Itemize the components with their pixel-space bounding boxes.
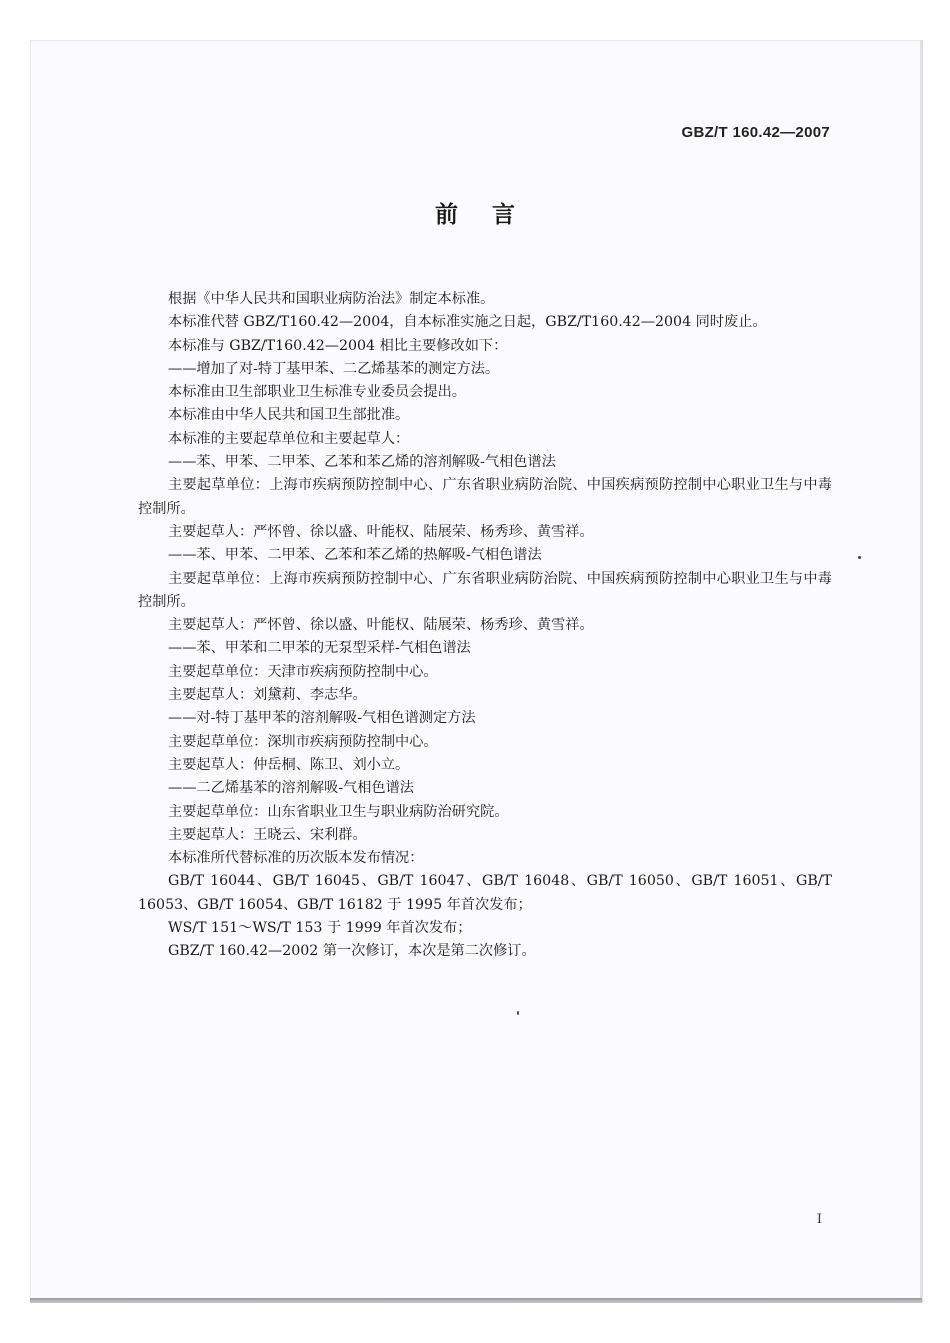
page-edge-bottom (30, 1298, 922, 1303)
paragraph-history-revisions: GBZ/T 160.42—2002 第一次修订，本次是第二次修订。 (168, 943, 536, 960)
paragraph-legal-basis: 根据《中华人民共和国职业病防治法》制定本标准。 (168, 291, 495, 307)
paragraph-method-4-drafters: 主要起草人：仲岳桐、陈卫、刘小立。 (168, 756, 410, 773)
foreword-body (138, 288, 832, 964)
paragraph-drafters-intro: 本标准的主要起草单位和主要起草人： (168, 430, 410, 447)
scan-speck (517, 1011, 519, 1015)
page-title: 前言 (435, 201, 549, 228)
paragraph-method-2-units: 主要起草单位：上海市疾病预防控制中心、广东省职业病防治院、中国疾病预防控制中心职业卫生与中毒控制所。 (138, 570, 832, 610)
paragraph-method-5-units: 主要起草单位：山东省职业卫生与职业病防治研究院。 (168, 803, 509, 820)
paragraph-method-1: ——苯、甲苯、二甲苯、乙苯和苯乙烯的溶剂解吸-气相色谱法 (168, 454, 556, 471)
paragraph-method-3-units: 主要起草单位：天津市疾病预防控制中心。 (168, 663, 438, 680)
standard-code: GBZ/T 160.42—2007 (681, 124, 830, 141)
paragraph-history-1995: GB/T 16044、GB/T 16045、GB/T 16047、GB/T 16048、GB/T 16050、GB/T 16051、GB/T 16053、GB/T 16054、GB/T 16182 于 1995 年首次发布； (138, 873, 832, 913)
paragraph-approved-by: 本标准由中华人民共和国卫生部批准。 (168, 407, 410, 424)
paragraph-proposed-by: 本标准由卫生部职业卫生标准专业委员会提出。 (168, 384, 466, 401)
paragraph-method-1-units: 主要起草单位：上海市疾病预防控制中心、广东省职业病防治院、中国疾病预防控制中心职业卫生与中毒控制所。 (138, 477, 832, 517)
paragraph-method-2-drafters: 主要起草人：严怀曾、徐以盛、叶能权、陆展荣、杨秀珍、黄雪祥。 (168, 617, 594, 634)
paragraph-method-5: ——二乙烯基苯的溶剂解吸-气相色谱法 (168, 780, 414, 797)
paragraph-change-item: ——增加了对-特丁基甲苯、二乙烯基苯的测定方法。 (168, 360, 500, 377)
paragraph-history-intro: 本标准所代替标准的历次版本发布情况： (168, 850, 424, 867)
page-number: I (816, 1212, 822, 1227)
paragraph-history-1999: WS/T 151～WS/T 153 于 1999 年首次发布； (168, 920, 472, 937)
paragraph-method-4: ——对-特丁基甲苯的溶剂解吸-气相色谱测定方法 (168, 710, 476, 727)
paragraph-method-5-drafters: 主要起草人：王晓云、宋利群。 (168, 826, 367, 843)
paragraph-method-2: ——苯、甲苯、二甲苯、乙苯和苯乙烯的热解吸-气相色谱法 (168, 547, 542, 564)
paragraph-changes-intro: 本标准与 GBZ/T160.42—2004 相比主要修改如下： (168, 337, 508, 354)
paragraph-method-3-drafters: 主要起草人：刘黛莉、李志华。 (168, 687, 367, 704)
scan-speck (858, 556, 861, 559)
paragraph-method-3: ——苯、甲苯和二甲苯的无泵型采样-气相色谱法 (168, 640, 471, 657)
paragraph-replaces: 本标准代替 GBZ/T160.42—2004，自本标准实施之日起，GBZ/T160.42—2004 同时废止。 (168, 314, 767, 331)
page-edge-right (920, 40, 923, 1303)
paragraph-method-1-drafters: 主要起草人：严怀曾、徐以盛、叶能权、陆展荣、杨秀珍、黄雪祥。 (168, 523, 594, 540)
paragraph-method-4-units: 主要起草单位：深圳市疾病预防控制中心。 (168, 733, 438, 750)
